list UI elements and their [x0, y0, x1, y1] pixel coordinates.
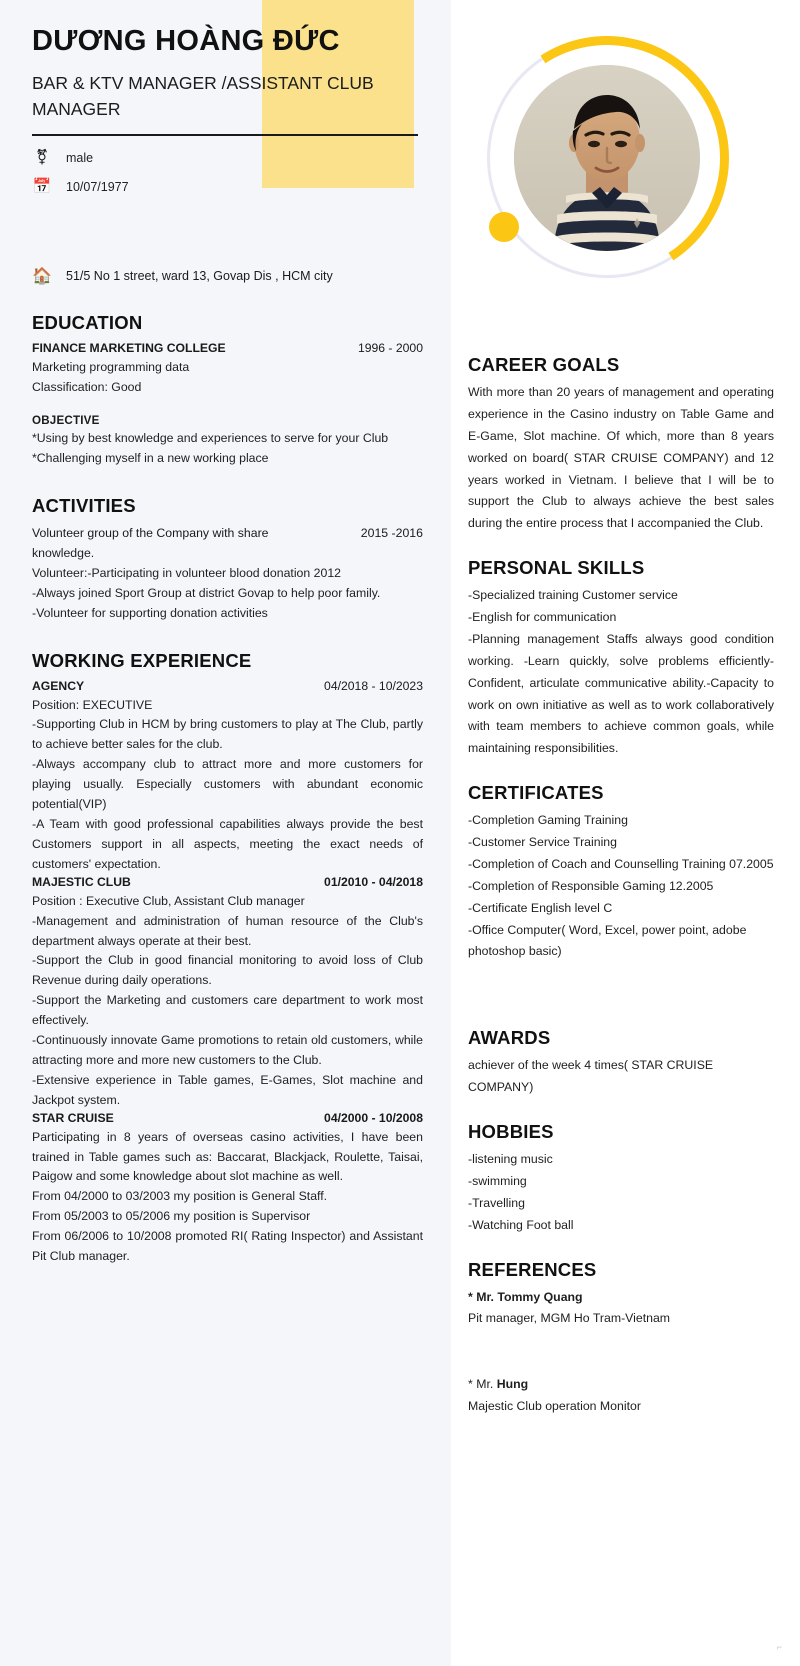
section-heading-hobbies: HOBBIES — [468, 1121, 554, 1142]
hobby-item: -listening music — [468, 1152, 553, 1166]
skill-item: -Planning management Staffs always good condition working. -Learn quickly, solve problems efficiently-Confident, articulate communicative ability.-Capacity to work on own initiative as well as to work collaboratively with team members to achieve common goals, while maintaining responsibilities. — [468, 631, 774, 756]
job-bullet: From 06/2006 to 10/2008 promoted RI( Rating Inspector) and Assistant Pit Club manager. — [32, 1229, 423, 1264]
section-heading-references: REFERENCES — [468, 1258, 597, 1280]
education-entry-header — [32, 341, 423, 355]
hobby-item: -swimming — [468, 1173, 527, 1188]
section-heading-personal-skills: PERSONAL SKILLS — [468, 557, 645, 579]
job-company: MAJESTIC CLUB — [32, 874, 131, 889]
header-divider — [32, 134, 418, 136]
left-column-inner — [0, 0, 451, 1267]
job-bullet: -Continuously innovate Game promotions to retain old customers, while attracting more and more new customers to the Club. — [32, 1033, 423, 1067]
section-heading-certificates: CERTIFICATES — [468, 782, 604, 804]
job-bullet: -Support the Marketing and customers care department to work most effectively. — [32, 993, 423, 1028]
job-header — [32, 1111, 423, 1125]
hobby-item: -Watching Foot ball — [468, 1217, 574, 1232]
calendar-icon: 📅 — [32, 178, 52, 196]
header-block — [32, 0, 423, 122]
hobby-item: -Travelling — [468, 1195, 525, 1210]
job-bullet: From 04/2000 to 03/2003 my position is General Staff. — [32, 1189, 328, 1204]
avatar — [487, 38, 727, 278]
objective-line-2: *Challenging myself in a new working place — [32, 451, 269, 466]
activity-item-1-cont: knowledge. — [32, 545, 95, 560]
reference-role: Pit manager, MGM Ho Tram-Vietnam — [468, 1311, 671, 1326]
address-row — [32, 266, 423, 286]
job-company: AGENCY — [32, 678, 85, 693]
job-header — [32, 679, 423, 693]
job-bullet: -Supporting Club in HCM by bring customers to play at The Club, partly to achieve better sales for the club. — [32, 717, 423, 752]
avatar-dot-yellow — [489, 212, 519, 242]
activity-item-1 — [32, 524, 423, 544]
education-major: Marketing programming data — [32, 360, 190, 375]
objective-line-1: *Using by best knowledge and experiences to serve for your Club — [32, 431, 389, 446]
certificate-item: -Certificate English level C — [468, 900, 613, 915]
job-bullet: -Always accompany club to attract more and more customers for playing usually. Especially customers with abundant economic potential(VIP) — [32, 757, 423, 812]
skill-item: -English for communication — [468, 610, 617, 624]
job-header — [32, 875, 423, 889]
page-title: DƯƠNG HOÀNG ĐỨC — [32, 25, 340, 57]
reference-role: Majestic Club operation Monitor — [468, 1399, 641, 1414]
section-heading-activities: ACTIVITIES — [32, 495, 136, 517]
certificate-item: -Customer Service Training — [468, 835, 617, 849]
section-heading-objective: OBJECTIVE — [32, 414, 100, 428]
certificate-item: -Office Computer( Word, Excel, power point, adobe photoshop basic) — [468, 922, 747, 959]
home-icon: 🏠 — [32, 268, 52, 286]
job-title-subtitle: BAR & KTV MANAGER /ASSISTANT CLUB MANAGER — [32, 72, 374, 120]
certificate-item: -Completion Gaming Training — [468, 813, 628, 828]
job-date: 04/2018 - 10/2023 — [324, 678, 423, 693]
job-bullet: From 05/2003 to 05/2006 my position is Supervisor — [32, 1209, 311, 1224]
certificate-item: -Completion of Responsible Gaming 12.2005 — [468, 878, 714, 893]
awards-body: achiever of the week 4 times( STAR CRUISE COMPANY) — [468, 1058, 714, 1095]
certificate-item: -Completion of Coach and Counselling Training 07.2005 — [468, 856, 774, 871]
activity-item-1-date: 2015 -2016 — [360, 526, 423, 541]
skill-item: -Specialized training Customer service — [468, 588, 678, 603]
gender-male-female-icon: ⚧ — [35, 149, 49, 167]
job-position: Position : Executive Club, Assistant Club manager — [32, 893, 305, 908]
job-date: 01/2010 - 04/2018 — [324, 874, 423, 889]
avatar-photo — [514, 65, 700, 251]
reference-entry-2 — [468, 1374, 774, 1396]
section-heading-working-experience: WORKING EXPERIENCE — [32, 649, 252, 671]
section-heading-career-goals: CAREER GOALS — [468, 354, 620, 375]
career-goals-body: With more than 20 years of management and operating experience in the Casino industry on Table Game and E-Game, Slot machine. Of which, more than 8 years worked on board( STAR CRUISE COMPANY) and 12 years worked in Vietnam. I believe that I will be to support the Club to always achieve the best sales during the entire process that I accompanied the Club. — [468, 385, 774, 531]
education-school: FINANCE MARKETING COLLEGE — [32, 341, 226, 356]
job-bullet: -A Team with good professional capabilities always provide the best Customers support in all aspects, meeting the exact needs of customers' expectation. — [32, 816, 423, 871]
address-value: 51/5 No 1 street, ward 13, Govap Dis , HCM city — [66, 269, 333, 284]
awards-spacer — [468, 963, 774, 1021]
job-bullet: Participating in 8 years of overseas casino activities, I have been trained in Table games such as: Baccarat, Blackjack, Roulette, Taisai, Paigow and some knowledge about slot machine as well. — [32, 1129, 423, 1184]
job-position: Position: EXECUTIVE — [32, 697, 153, 712]
job-bullet: -Extensive experience in Table games, E-Games, Slot machine and Jackpot system. — [32, 1072, 423, 1107]
job-company: STAR CRUISE — [32, 1110, 114, 1125]
page-corner-mark: ⌐ — [776, 1642, 782, 1652]
job-date: 04/2000 - 10/2008 — [324, 1110, 423, 1125]
education-years: 1996 - 2000 — [357, 341, 423, 356]
section-heading-education: EDUCATION — [32, 312, 143, 334]
activity-item-2: Volunteer:-Participating in volunteer blood donation 2012 — [32, 565, 342, 580]
job-bullet: -Management and administration of human resource of the Club's department always operate at their best. — [32, 913, 423, 948]
references-spacer — [468, 1330, 774, 1374]
job-bullet: -Support the Club in good financial monitoring to avoid loss of Club Revenue during daily operations. — [32, 953, 423, 988]
reference-prefix: * Mr. — [468, 1377, 497, 1392]
activity-item-1-text: Volunteer group of the Company with share — [32, 526, 269, 541]
section-heading-awards: AWARDS — [468, 1027, 551, 1049]
gender-row — [32, 150, 423, 165]
education-classification: Classification: Good — [32, 380, 142, 395]
activity-item-4: -Volunteer for supporting donation activities — [32, 605, 268, 620]
birthdate-value: 10/07/1977 — [66, 179, 129, 194]
gender-value: male — [66, 150, 94, 165]
reference-name: Hung — [496, 1377, 529, 1392]
activity-item-3: -Always joined Sport Group at district Govap to help poor family. — [32, 585, 381, 600]
birthdate-row — [32, 179, 423, 194]
reference-name: * Mr. Tommy Quang — [468, 1289, 583, 1304]
